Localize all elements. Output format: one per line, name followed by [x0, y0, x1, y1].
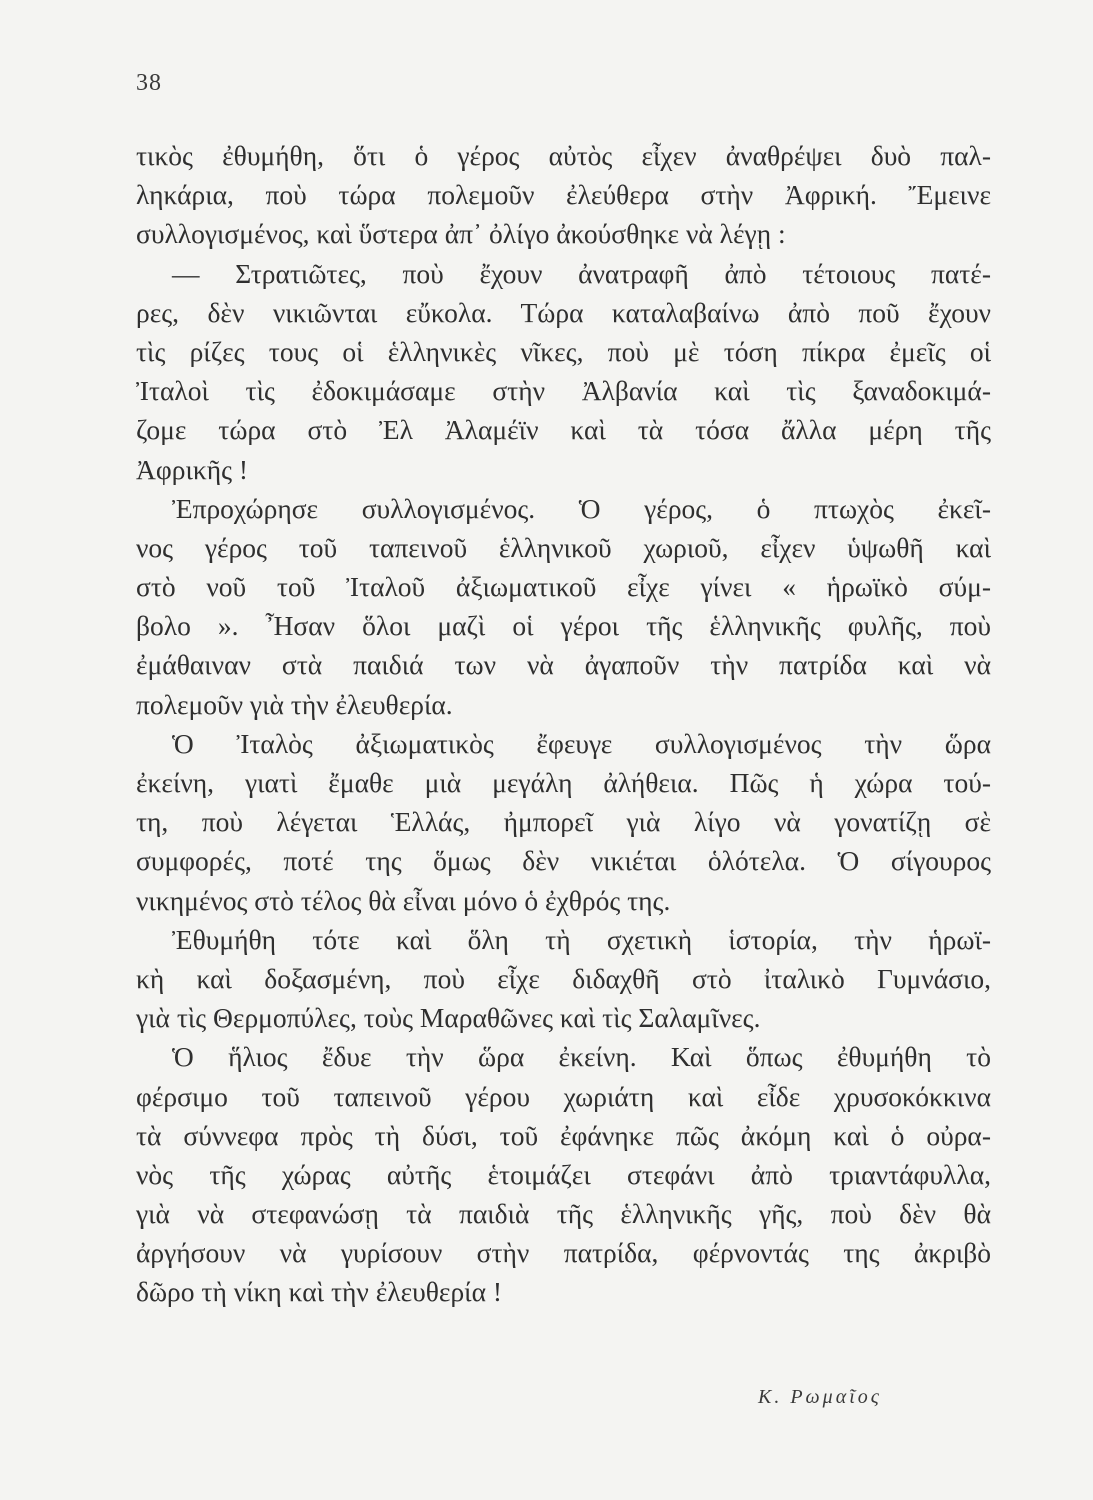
text-line: Ἐθυμήθη τότε καὶ ὅλη τὴ σχετικὴ ἱστορία, τὴν ἡρωϊ- — [172, 923, 991, 955]
text-line: νὸς τῆς χώρας αὐτῆς ἑτοιμάζει στεφάνι ἀπὸ τριαντάφυλλα, — [136, 1158, 991, 1190]
text-line: ἐκείνη, γιατὶ ἔμαθε μιὰ μεγάλη ἀλήθεια. Πῶς ἡ χώρα τού- — [136, 767, 991, 798]
text-line: φέρσιμο τοῦ ταπεινοῦ γέρου χωριάτη καὶ εἶδε χρυσοκόκκινα — [136, 1080, 991, 1112]
text-line: τὶς ρίζες τους οἱ ἑλληνικὲς νῖκες, ποὺ μὲ τόση πίκρα ἐμεῖς οἱ — [136, 335, 991, 367]
text-line: βολο ». Ἦσαν ὅλοι μαζὶ οἱ γέροι τῆς ἑλληνικῆς φυλῆς, ποὺ — [136, 610, 991, 642]
text-line: γιὰ τὶς Θερμοπύλες, τοὺς Μαραθῶνες καὶ τὶς Σαλαμῖνες. — [136, 1002, 761, 1034]
text-line: Ἐπροχώρησε συλλογισμένος. Ὁ γέρος, ὁ πτωχὸς ἐκεῖ- — [172, 492, 991, 524]
text-line: ρες, δὲν νικιῶνται εὔκολα. Τώρα καταλαβαίνω ἀπὸ ποῦ ἔχουν — [136, 296, 991, 328]
text-line: στὸ νοῦ τοῦ Ἰταλοῦ ἀξιωματικοῦ εἶχε γίνει « ἡρωϊκὸ σύμ- — [136, 571, 991, 603]
text-line: Ὁ Ἰταλὸς ἀξιωματικὸς ἔφευγε συλλογισμένος τὴν ὥρα — [172, 727, 991, 759]
page-number: 38 — [136, 70, 162, 96]
text-line: νος γέρος τοῦ ταπεινοῦ ἑλληνικοῦ χωριοῦ, εἶχεν ὑψωθῆ καὶ — [136, 531, 991, 563]
text-line: πολεμοῦν γιὰ τὴν ἐλευθερία. — [136, 688, 453, 720]
text-line: τικὸς ἐθυμήθη, ὅτι ὁ γέρος αὐτὸς εἶχεν ἀναθρέψει δυὸ παλ- — [136, 140, 991, 171]
text-line: ζομε τώρα στὸ Ἐλ Ἀλαμέϊν καὶ τὰ τόσα ἄλλα μέρη τῆς — [136, 414, 991, 446]
text-line: Ἰταλοὶ τὶς ἐδοκιμάσαμε στὴν Ἀλβανία καὶ τὶς ξαναδοκιμά- — [136, 375, 991, 407]
text-line: τὰ σύννεφα πρὸς τὴ δύσι, τοῦ ἐφάνηκε πῶς ἀκόμη καὶ ὁ οὐρα- — [136, 1119, 991, 1151]
text-line: Ὁ ἥλιος ἔδυε τὴν ὥρα ἐκείνη. Καὶ ὅπως ἐθυμήθη τὸ — [172, 1041, 991, 1073]
text-line: — Στρατιῶτες, ποὺ ἔχουν ἀνατραφῆ ἀπὸ τέτοιους πατέ- — [172, 257, 991, 289]
text-line: συλλογισμένος, καὶ ὕστερα ἀπ᾽ ὀλίγο ἀκούσθηκε νὰ λέγῃ : — [136, 218, 786, 250]
text-line: κὴ καὶ δοξασμένη, ποὺ εἶχε διδαχθῆ στὸ ἰταλικὸ Γυμνάσιο, — [136, 962, 991, 994]
author-signature: Κ. Ρωμαῖος — [758, 1386, 882, 1408]
text-line: ληκάρια, ποὺ τώρα πολεμοῦν ἐλεύθερα στὴν Ἀφρική. Ἔμεινε — [136, 179, 991, 211]
text-line: Ἀφρικῆς ! — [136, 453, 249, 485]
text-line: γιὰ νὰ στεφανώσῃ τὰ παιδιὰ τῆς ἑλληνικῆς γῆς, ποὺ δὲν θὰ — [136, 1198, 991, 1230]
text-line: τη, ποὺ λέγεται Ἑλλάς, ἠμπορεῖ γιὰ λίγο νὰ γονατίζῃ σὲ — [136, 806, 991, 838]
text-line: νικημένος στὸ τέλος θὰ εἶναι μόνο ὁ ἐχθρός της. — [136, 884, 671, 916]
text-line: ἐμάθαιναν στὰ παιδιά των νὰ ἀγαποῦν τὴν πατρίδα καὶ νὰ — [136, 649, 991, 681]
text-line: συμφορές, ποτέ της ὅμως δὲν νικιέται ὁλότελα. Ὁ σίγουρος — [136, 845, 991, 877]
text-line: δῶρο τὴ νίκη καὶ τὴν ἐλευθερία ! — [136, 1276, 503, 1308]
body-text — [136, 136, 991, 1312]
text-line: ἀργήσουν νὰ γυρίσουν στὴν πατρίδα, φέρνοντάς της ἀκριβὸ — [136, 1237, 991, 1269]
